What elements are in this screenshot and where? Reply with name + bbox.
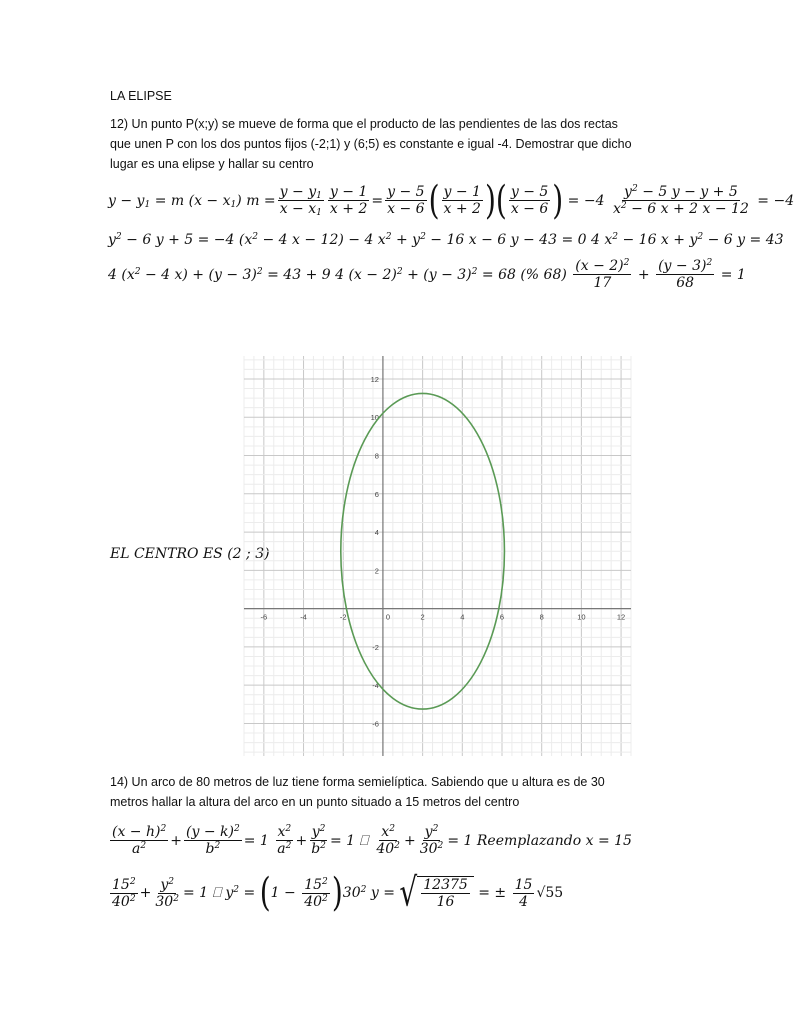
equation-slope-product: $y - y_1 = m$ $(x - x_1)$ m = $\frac{y - y_1}{x - x_1}$ $\frac{y - 1}{x + 2}$ = $\frac{y - 5}{x - 6}$ ( $\frac{y - 1}{x + 2}$ ) ( $\frac{y - 5}{x - 6}$ ) = −4 $\frac{y^2 - 5 y - y + 5}{x^2 - 6 x + 2 x - 12}$ = −4 xyxy=(108,176,794,223)
x-tick-label: 8 xyxy=(539,612,544,622)
page-title: LA ELIPSE xyxy=(110,89,172,103)
equation-expanded: $y^2 - 6$ y + 5 = −4 ($x^2 - 4$ x − 12) − 4 $x^2 + y^2 - 16$ x − 6 y − 43 = 0 4 $x^2 - 16$ $x + y^2 - 6$ y = 43 xyxy=(108,232,784,248)
x-tick-label: 6 xyxy=(499,612,505,622)
problem-12-text xyxy=(110,114,670,174)
x-tick-label: -6 xyxy=(260,612,268,622)
problem-12-line: que unen P con los dos puntos fijos (-2;1) y (6;5) es constante e igual -4. Demostrar que dicho xyxy=(110,137,632,151)
problem-12-line: 12) Un punto P(x;y) se mueve de forma que el producto de las pendientes de las dos rectas xyxy=(110,117,618,131)
x-tick-label: 12 xyxy=(616,612,626,622)
x-tick-label: 2 xyxy=(420,612,425,622)
equation-arch-general: $\frac{(x - h)^2}{a^2}$ + $\frac{(y - k)^2}{b^2}$ = 1 $\frac{x^2}{a^2}$ + $\frac{y^2}{b^2}$ = 1 ⎕ $\frac{x^2}{40^2}$ + $\frac{y^2}{30^2}$ = 1 Reemplazando x = 15 xyxy=(112,824,632,858)
problem-14-line: metros hallar la altura del arco en un punto situado a 15 metros del centro xyxy=(110,795,520,809)
x-tick-label: -4 xyxy=(300,612,307,622)
equation-arch-solution: $\frac{15^2}{40^2}$ + $\frac{y^2}{30^2}$ = 1 ⎕ $y^2$ = ( 1 − $\frac{15^2}{40^2}$ ) $30^2$ y = √ $\frac{12375}{16}$ = ± $\frac{15}{4}$ √55 xyxy=(112,869,564,916)
y-tick-label: 2 xyxy=(374,566,379,576)
y-tick-label: -4 xyxy=(372,681,379,691)
y-tick-label: 10 xyxy=(370,413,379,423)
y-tick-label: 12 xyxy=(370,374,379,384)
problem-12-line: lugar es una elipse y hallar su centro xyxy=(110,157,314,171)
center-result: EL CENTRO ES (2 ; 3) xyxy=(110,546,270,562)
ellipse-graph xyxy=(244,356,631,756)
x-tick-label: 4 xyxy=(460,612,465,622)
y-tick-label: -6 xyxy=(372,719,379,729)
problem-14-text xyxy=(110,772,670,812)
x-tick-label: -2 xyxy=(339,612,347,622)
problem-14-line: 14) Un arco de 80 metros de luz tiene forma semielíptica. Sabiendo que u altura es de 30 xyxy=(110,775,605,789)
y-tick-label: -2 xyxy=(372,642,379,652)
y-tick-label: 4 xyxy=(374,528,379,538)
equation-standard-form: 4 ($x^2 - 4$ $x) + (y - 3)^2 = 43 + 9$ 4 $(x - 2)^2 + (y - 3)^2 = 68$ (% 68) $\frac{(x - 2)^2}{17}$ + $\frac{(y - 3)^2}{68}$ = 1 xyxy=(108,258,746,292)
x-tick-label: 10 xyxy=(577,612,586,622)
y-tick-label: 6 xyxy=(374,489,379,499)
x-tick-label: 0 xyxy=(385,612,391,622)
y-tick-label: 8 xyxy=(374,451,379,461)
